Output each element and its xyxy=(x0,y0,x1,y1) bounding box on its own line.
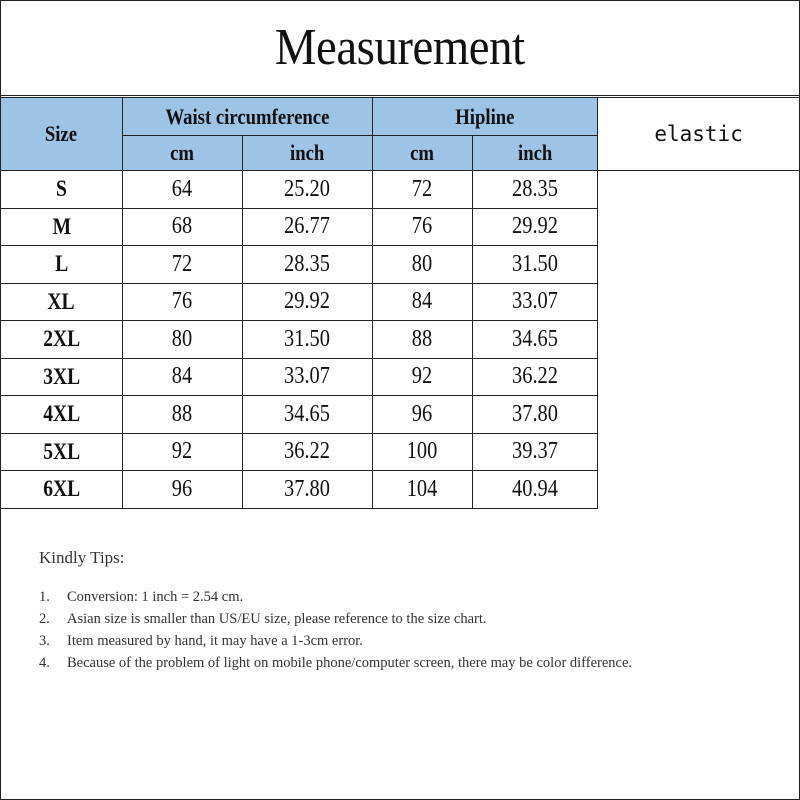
waist-inch-cell: 26.77 xyxy=(242,208,372,246)
hip-inch-cell: 29.92 xyxy=(473,208,598,246)
elastic-note: elastic xyxy=(598,98,800,171)
hip-cm-cell: 80 xyxy=(372,246,473,284)
table-row xyxy=(1,433,800,471)
hipline-header: Hipline xyxy=(372,98,598,136)
hip-cm-cell: 84 xyxy=(372,283,473,321)
table-row xyxy=(1,396,800,434)
hip-cm-cell: 100 xyxy=(372,433,473,471)
size-cell: S xyxy=(1,171,123,209)
waist-inch-cell: 33.07 xyxy=(242,358,372,396)
hip-cm-cell: 88 xyxy=(372,321,473,359)
table-row xyxy=(1,358,800,396)
size-cell: L xyxy=(1,246,123,284)
size-cell: XL xyxy=(1,283,123,321)
waist-cm-cell: 92 xyxy=(122,433,242,471)
tip-text: Conversion: 1 inch = 2.54 cm. xyxy=(67,589,244,605)
table-row xyxy=(1,321,800,359)
tip-number: 3. xyxy=(39,633,50,649)
table-row xyxy=(1,246,800,284)
tip-item xyxy=(39,652,759,674)
title-banner xyxy=(0,0,800,96)
waist-inch-cell: 25.20 xyxy=(242,171,372,209)
table-row xyxy=(1,208,800,246)
tip-text: Because of the problem of light on mobile phone/computer screen, there may be color difference. xyxy=(67,655,633,671)
hip-cm-cell: 72 xyxy=(372,171,473,209)
size-header: Size xyxy=(1,98,123,171)
hip-inch-header: inch xyxy=(473,136,598,171)
table-row xyxy=(1,471,800,509)
waist-cm-cell: 80 xyxy=(122,321,242,359)
hip-inch-cell: 33.07 xyxy=(473,283,598,321)
tip-text: Item measured by hand, it may have a 1-3cm error. xyxy=(67,633,363,649)
waist-inch-header: inch xyxy=(242,136,372,171)
tips-list xyxy=(39,586,759,674)
tip-item xyxy=(39,586,759,608)
hip-inch-cell: 37.80 xyxy=(473,396,598,434)
hip-inch-cell: 34.65 xyxy=(473,321,598,359)
waist-cm-cell: 96 xyxy=(122,471,242,509)
waist-inch-cell: 29.92 xyxy=(242,283,372,321)
waist-cm-cell: 88 xyxy=(122,396,242,434)
waist-header: Waist circumference xyxy=(122,98,372,136)
waist-inch-cell: 28.35 xyxy=(242,246,372,284)
hip-inch-cell: 36.22 xyxy=(473,358,598,396)
waist-inch-cell: 36.22 xyxy=(242,433,372,471)
size-cell: 5XL xyxy=(1,433,123,471)
waist-inch-cell: 37.80 xyxy=(242,471,372,509)
waist-cm-header: cm xyxy=(122,136,242,171)
tips-heading: Kindly Tips: xyxy=(39,548,125,567)
tip-number: 1. xyxy=(39,589,50,605)
size-cell: 6XL xyxy=(1,471,123,509)
waist-cm-cell: 76 xyxy=(122,283,242,321)
table-row xyxy=(1,171,800,209)
tip-number: 4. xyxy=(39,655,50,671)
waist-cm-cell: 68 xyxy=(122,208,242,246)
size-chart-table xyxy=(0,97,800,509)
tip-item xyxy=(39,630,759,652)
kindly-tips xyxy=(39,548,759,674)
waist-cm-cell: 72 xyxy=(122,246,242,284)
hip-cm-cell: 92 xyxy=(372,358,473,396)
waist-cm-cell: 84 xyxy=(122,358,242,396)
size-cell: 3XL xyxy=(1,358,123,396)
waist-inch-cell: 31.50 xyxy=(242,321,372,359)
hip-inch-cell: 39.37 xyxy=(473,433,598,471)
hip-inch-cell: 40.94 xyxy=(473,471,598,509)
hip-inch-cell: 31.50 xyxy=(473,246,598,284)
tip-number: 2. xyxy=(39,611,50,627)
table-row xyxy=(1,283,800,321)
size-cell: 2XL xyxy=(1,321,123,359)
size-cell: M xyxy=(1,208,123,246)
hip-cm-cell: 76 xyxy=(372,208,473,246)
tip-item xyxy=(39,608,759,630)
waist-cm-cell: 64 xyxy=(122,171,242,209)
size-cell: 4XL xyxy=(1,396,123,434)
hip-cm-cell: 104 xyxy=(372,471,473,509)
tip-text: Asian size is smaller than US/EU size, please reference to the size chart. xyxy=(67,611,487,627)
hip-cm-cell: 96 xyxy=(372,396,473,434)
hip-inch-cell: 28.35 xyxy=(473,171,598,209)
page-title: Measurement xyxy=(275,19,525,76)
waist-inch-cell: 34.65 xyxy=(242,396,372,434)
hip-cm-header: cm xyxy=(372,136,473,171)
